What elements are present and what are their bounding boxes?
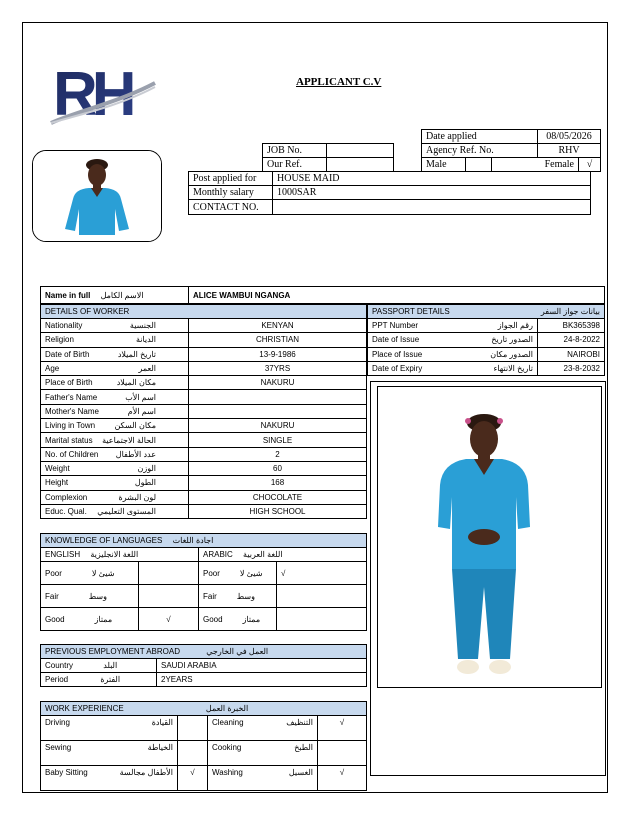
details-label: Mother's Name [45, 406, 99, 416]
skill-label-ar: الخياطة [147, 743, 173, 752]
skill-label: Baby Sitting [45, 768, 88, 777]
details-label-ar: المستوى التعليمي [97, 507, 156, 516]
level-label: Poor [203, 568, 220, 578]
details-label: Date of Birth [45, 349, 90, 359]
passport-row [368, 361, 605, 375]
details-label-ar: مكان السكن [114, 421, 156, 431]
details-value: NAKURU [189, 376, 367, 390]
period-label-ar: الفترة [100, 675, 121, 684]
level-label: Fair [45, 591, 59, 601]
job-no-value [327, 144, 394, 158]
full-body-photo-icon [378, 387, 601, 687]
details-value: CHOCOLATE [189, 490, 367, 504]
male-label: Male [422, 158, 466, 172]
details-label: Living in Town [45, 421, 96, 431]
date-applied-value: 08/05/2026 [538, 130, 601, 144]
page-title: APPLICANT C.V [296, 76, 382, 88]
details-label-ar: مكان الميلاد [116, 378, 156, 388]
details-value: 2 [189, 447, 367, 461]
agency-ref-label: Agency Ref. No. [422, 144, 538, 158]
passport-label-ar: رقم الجواز [497, 321, 533, 331]
skill-value [178, 741, 208, 766]
details-label: Complexion [45, 492, 88, 502]
details-value: 168 [189, 476, 367, 490]
details-label: Father's Name [45, 392, 98, 402]
skill-label: Cleaning [212, 718, 244, 727]
details-value: SINGLE [189, 433, 367, 447]
our-ref-value [327, 158, 394, 172]
arabic-level-value: √ [277, 562, 367, 585]
passport-value: BK365398 [538, 319, 605, 333]
experience-table [40, 701, 367, 791]
cv-page [22, 22, 608, 793]
passport-value: 24-8-2022 [538, 333, 605, 347]
experience-row [41, 741, 367, 766]
level-label-ar: شيئ لا [239, 568, 263, 578]
english-level-value [139, 585, 199, 608]
details-label: Height [45, 478, 69, 488]
english-label-ar: اللغة الانجليزية [90, 550, 139, 559]
details-row [41, 433, 367, 447]
profile-photo-small [32, 150, 162, 242]
period-value: 2YEARS [157, 673, 367, 687]
details-label: No. of Children [45, 449, 99, 459]
date-applied-label: Date applied [422, 130, 538, 144]
job-table [262, 143, 394, 172]
skill-label-ar: الغسيل [288, 768, 313, 777]
details-label: Place of Birth [45, 378, 93, 388]
passport-label: Place of Issue [372, 349, 423, 359]
person-photo-icon [33, 151, 161, 241]
level-label-ar: ممتاز [242, 614, 261, 624]
post-value: HOUSE MAID [273, 172, 591, 186]
details-label-ar: الجنسية [129, 321, 156, 331]
post-table [188, 171, 591, 215]
details-row [41, 419, 367, 433]
skill-label: Washing [212, 768, 243, 777]
employment-header-ar: العمل في الخارجي [206, 647, 269, 656]
details-label-ar: الديانة [135, 335, 156, 345]
arabic-level-value [277, 585, 367, 608]
skill-label-ar: القيادة [151, 718, 173, 727]
level-label-ar: ممتاز [94, 614, 113, 624]
passport-value: NAIROBI [538, 347, 605, 361]
details-value: CHRISTIAN [189, 333, 367, 347]
details-value: NAKURU [189, 419, 367, 433]
english-label: ENGLISH [45, 550, 81, 559]
name-label-ar: الاسم الكامل [100, 290, 144, 300]
rh-logo [47, 53, 159, 131]
job-no-label: JOB No. [263, 144, 327, 158]
english-level-value: √ [139, 608, 199, 631]
level-label: Good [45, 614, 65, 624]
passport-label: Date of Expiry [372, 364, 423, 374]
language-row [41, 585, 367, 608]
details-label: Educ. Qual. [45, 507, 87, 516]
female-value: √ [579, 158, 601, 172]
details-label-ar: اسم الأب [125, 392, 156, 402]
language-row [41, 562, 367, 585]
arabic-label-ar: اللغة العربية [243, 550, 283, 559]
details-row [41, 361, 367, 375]
skill-value: √ [318, 766, 367, 791]
passport-label-ar: الصدور مكان [490, 349, 533, 359]
languages-header: KNOWLEDGE OF LANGUAGES [45, 536, 163, 545]
details-label: Marital status [45, 435, 93, 445]
passport-label: PPT Number [372, 321, 419, 331]
country-label-ar: البلد [103, 661, 118, 670]
passport-row [368, 333, 605, 347]
details-label-ar: العمر [138, 364, 156, 374]
details-label: Age [45, 364, 60, 374]
male-value [466, 158, 492, 172]
details-value: 37YRS [189, 361, 367, 375]
details-label-ar: عدد الأطفال [115, 449, 156, 459]
agency-table [421, 129, 601, 172]
contact-label: CONTACT NO. [189, 200, 273, 215]
passport-header: PASSPORT DETAILS [372, 307, 450, 316]
employment-table [40, 644, 367, 687]
skill-value [178, 716, 208, 741]
period-label: Period [45, 675, 69, 684]
country-value: SAUDI ARABIA [157, 659, 367, 673]
details-header: DETAILS OF WORKER [41, 305, 367, 319]
passport-label-ar: تاريخ الانتهاء [493, 364, 533, 374]
agency-ref-value: RHV [538, 144, 601, 158]
details-label: Nationality [45, 321, 83, 331]
level-label: Fair [203, 591, 217, 601]
passport-value: 23-8-2032 [538, 361, 605, 375]
arabic-label: ARABIC [203, 550, 233, 559]
details-row [41, 347, 367, 361]
skill-label-ar: الأطفال مجالسة [119, 768, 173, 777]
details-row [41, 319, 367, 333]
details-row [41, 476, 367, 490]
skill-value: √ [318, 716, 367, 741]
contact-value [273, 200, 591, 215]
skill-label: Sewing [45, 743, 72, 752]
details-value: KENYAN [189, 319, 367, 333]
passport-row [368, 319, 605, 333]
details-value: 13-9-1986 [189, 347, 367, 361]
logo-text: RH [53, 60, 131, 129]
employment-header: PREVIOUS EMPLOYMENT ABROAD [45, 647, 180, 656]
languages-table [40, 533, 367, 631]
languages-header-ar: اجادة اللغات [172, 536, 214, 545]
details-row [41, 404, 367, 418]
our-ref-label: Our Ref. [263, 158, 327, 172]
details-row [41, 504, 367, 518]
language-row [41, 608, 367, 631]
details-row [41, 376, 367, 390]
country-label: Country [45, 661, 74, 670]
skill-label: Driving [45, 718, 70, 727]
details-row [41, 390, 367, 404]
arabic-level-value [277, 608, 367, 631]
name-value: ALICE WAMBUI NGANGA [189, 287, 605, 304]
details-label-ar: الحالة الاجتماعية [102, 435, 156, 445]
details-label-ar: الوزن [137, 464, 156, 474]
details-label: Religion [45, 335, 74, 345]
english-level-value [139, 562, 199, 585]
skill-label-ar: الطبخ [294, 743, 313, 752]
details-label-ar: تاريخ الميلاد [117, 349, 156, 359]
details-label-ar: اسم الأم [127, 406, 156, 416]
details-value: 60 [189, 461, 367, 475]
level-label: Poor [45, 568, 62, 578]
profile-photo-large [377, 386, 602, 688]
details-label-ar: الطول [134, 478, 156, 488]
post-label: Post applied for [189, 172, 273, 186]
passport-label: Date of Issue [372, 335, 420, 345]
skill-label-ar: التنظيف [286, 718, 313, 727]
experience-header-ar: الخبرة العمل [205, 704, 249, 713]
skill-value: √ [178, 766, 208, 791]
details-table [40, 304, 367, 519]
level-label-ar: وسط [88, 591, 107, 601]
passport-header-ar: بيانات جواز السفر [540, 307, 600, 316]
name-label: Name in full [45, 290, 91, 300]
details-row [41, 490, 367, 504]
salary-value: 1000SAR [273, 186, 591, 200]
experience-row [41, 766, 367, 791]
salary-label: Monthly salary [189, 186, 273, 200]
details-value [189, 390, 367, 404]
passport-row [368, 347, 605, 361]
experience-row [41, 716, 367, 741]
experience-header: WORK EXPERIENCE [45, 704, 124, 713]
level-label-ar: شيئ لا [91, 568, 115, 578]
skill-value [318, 741, 367, 766]
female-label: Female [538, 158, 579, 172]
details-value: HIGH SCHOOL [189, 504, 367, 518]
details-label: Weight [45, 464, 70, 474]
passport-table [367, 304, 605, 376]
details-row [41, 447, 367, 461]
details-value [189, 404, 367, 418]
level-label: Good [203, 614, 223, 624]
details-row [41, 333, 367, 347]
passport-label-ar: الصدور تاريخ [491, 335, 533, 345]
level-label-ar: وسط [236, 591, 255, 601]
details-label-ar: لون البشرة [118, 492, 156, 502]
details-row [41, 461, 367, 475]
skill-label: Cooking [212, 743, 242, 752]
name-table [40, 286, 605, 304]
